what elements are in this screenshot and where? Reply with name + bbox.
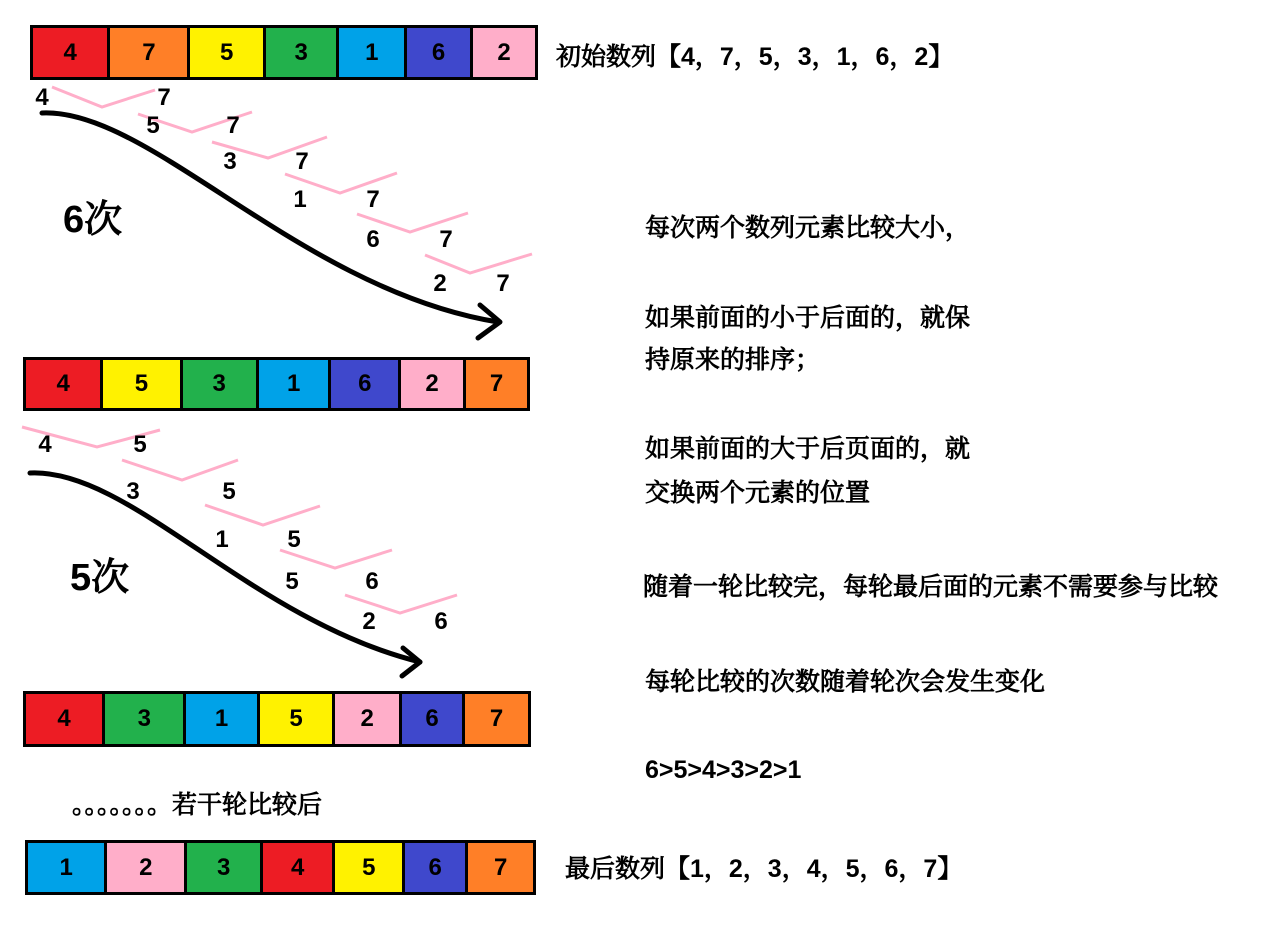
initial-sequence	[30, 25, 538, 80]
compared-number: 4	[35, 84, 49, 111]
compared-number: 6	[366, 226, 380, 253]
sequence-cell: 3	[266, 28, 340, 77]
sequence-cell: 3	[183, 360, 259, 408]
comparison-count-sequence: 6>5>4>3>2>1	[645, 756, 802, 784]
compared-number: 5	[287, 526, 301, 553]
note-line: 持原来的排序；	[645, 346, 821, 374]
sequence-cell: 2	[335, 694, 402, 744]
compared-number: 2	[433, 270, 447, 297]
compared-number: 7	[496, 270, 510, 297]
comparison-bracket	[52, 87, 155, 107]
sequence-cell: 1	[339, 28, 407, 77]
initial-sequence-label: 初始数列【4，7，5，3，1，6，2】	[556, 43, 954, 71]
sequence-cell: 6	[405, 843, 468, 892]
compared-number: 5	[146, 112, 160, 139]
compared-number: 6	[434, 608, 448, 635]
sequence-cell: 6	[407, 28, 473, 77]
sequence-cell: 4	[263, 843, 336, 892]
compared-number: 1	[215, 526, 229, 553]
pass-1-count: 6次	[63, 199, 123, 241]
compared-number: 5	[133, 431, 147, 458]
sequence-cell: 7	[465, 694, 528, 744]
sequence-cell: 7	[466, 360, 527, 408]
compared-number: 5	[222, 478, 236, 505]
sequence-cell: 6	[331, 360, 401, 408]
sequence-cell: 6	[402, 694, 465, 744]
sequence-cell: 4	[26, 360, 103, 408]
sequence-cell: 5	[190, 28, 265, 77]
note-line: 如果前面的小于后面的，就保	[645, 304, 971, 332]
final-sequence	[25, 840, 536, 895]
compared-number: 7	[439, 226, 453, 253]
sequence-cell: 7	[110, 28, 190, 77]
sequence-cell: 3	[105, 694, 186, 744]
note-line: 每轮比较的次数随着轮次会发生变化	[645, 668, 1046, 696]
note-line: 交换两个元素的位置	[645, 479, 871, 507]
compared-number: 3	[126, 478, 140, 505]
final-sequence-label: 最后数列【1，2，3，4，5，6，7】	[565, 855, 963, 883]
compared-number: 7	[295, 148, 309, 175]
sequence-cell: 3	[187, 843, 262, 892]
compared-number: 2	[362, 608, 376, 635]
comparison-bracket	[205, 505, 320, 525]
compared-number: 5	[285, 568, 299, 595]
compared-number: 7	[226, 112, 240, 139]
sequence-after-pass-1	[23, 357, 530, 411]
sequence-cell: 5	[260, 694, 335, 744]
sequence-after-pass-2	[23, 691, 531, 747]
sequence-cell: 1	[28, 843, 107, 892]
sequence-cell: 5	[335, 843, 405, 892]
compared-number: 6	[365, 568, 379, 595]
compared-number: 7	[366, 186, 380, 213]
sequence-cell: 7	[468, 843, 533, 892]
sequence-cell: 4	[33, 28, 110, 77]
comparison-bracket	[122, 460, 238, 480]
sequence-cell: 5	[103, 360, 182, 408]
sequence-cell: 1	[186, 694, 260, 744]
compared-number: 7	[157, 84, 171, 111]
note-line: 如果前面的大于后页面的，就	[645, 435, 971, 463]
sequence-cell: 2	[401, 360, 466, 408]
sequence-cell: 4	[26, 694, 105, 744]
compared-number: 1	[293, 186, 307, 213]
pass-2-count: 5次	[70, 557, 130, 599]
sequence-cell: 2	[107, 843, 187, 892]
note-line: 每次两个数列元素比较大小，	[645, 214, 971, 242]
sequence-cell: 1	[259, 360, 332, 408]
note-line: 随着一轮比较完，每轮最后面的元素不需要参与比较	[643, 573, 1219, 601]
compared-number: 3	[223, 148, 237, 175]
sequence-cell: 2	[473, 28, 535, 77]
several-rounds-note: 。。。。。。。若干轮比较后	[72, 791, 323, 819]
compared-number: 4	[38, 431, 52, 458]
